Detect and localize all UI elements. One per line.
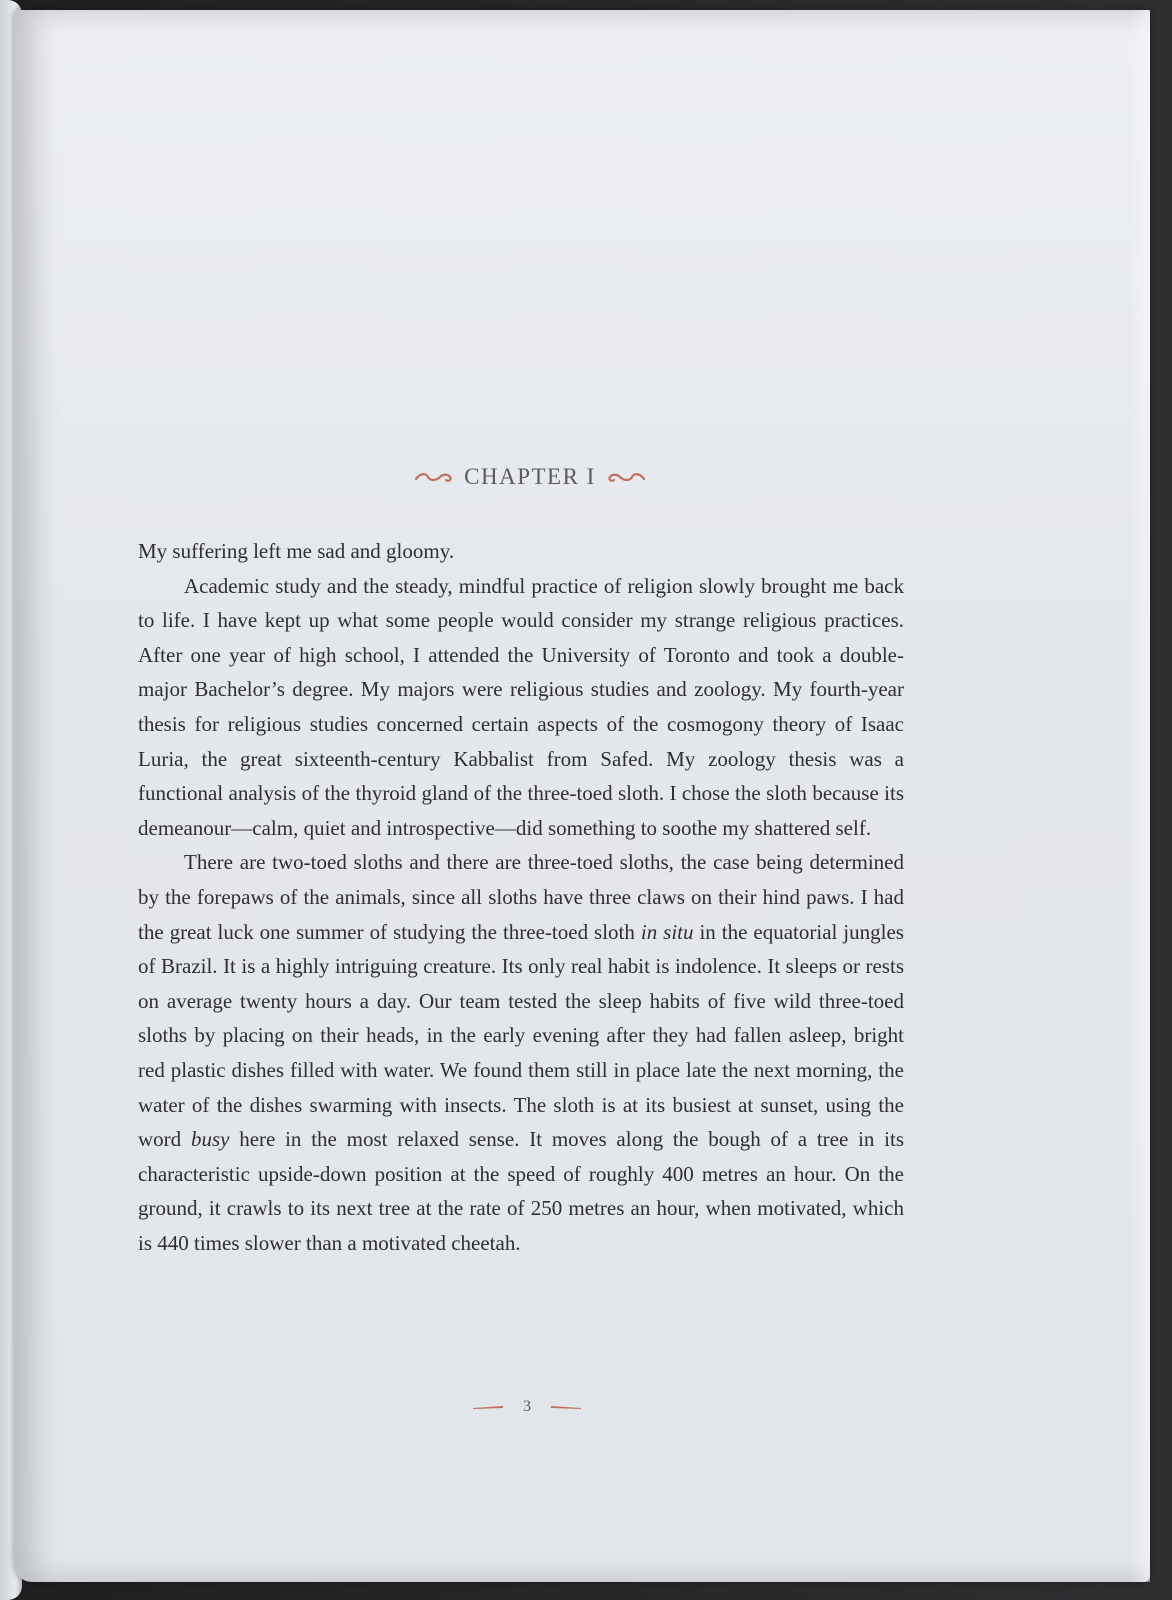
footer-dash-left-icon [471, 1403, 505, 1411]
page-footer [462, 1398, 592, 1416]
chapter-title: CHAPTER I [464, 464, 596, 489]
paragraph-3-part-c: in the equatorial jungles of Brazil. It is a highly intriguing creature. Its only real habit is indolence. It sleeps or rests on average twenty hours a day. Our team tested the sleep habits of five wild three-toed sloths by placing on their heads, in the early evening after they had fallen asleep, bright red plastic dishes filled with water. We found them still in place late the next morning, the water of the dishes swarming with insects. The sloth is at its busiest at sunset, using the word [138, 919, 904, 1152]
italic-busy: busy [190, 1127, 230, 1152]
footer-dash-right-icon [549, 1403, 583, 1411]
flourish-left-icon [414, 469, 454, 485]
paragraph-3-part-e: here in the most relaxed sense. It moves along the bough of a tree in its characteristic upside-down position at the speed of roughly 400 metres an hour. On the ground, it crawls to its next tree at the rate of 250 metres an hour, when motivated, which is 440 times slower than a motivated cheetah. [138, 1127, 905, 1255]
page-edge-highlight [1130, 10, 1150, 1582]
paragraph-3-part-a: There are two-toed sloths and there are three-toed sloths, the case being determined by the forepaws of the animals, since all sloths have three claws on their hind paws. I had the great luck one summer of studying the three-toed sloth [138, 850, 904, 944]
flourish-right-icon [606, 469, 646, 485]
paragraph-2: Academic study and the steady, mindful practice of religion slowly brought me back to life. I have kept up what some people would consider my strange religious practices. After one year of high school, I attended the University of Toronto and took a double-major Bachelor’s degree. My majors were religious studies and zoology. My fourth-year thesis for religious studies concerned certain aspects of the cosmogony theory of Isaac Luria, the great sixteenth-century Kabbalist from Safed. My zoology thesis was a functional analysis of the thyroid gland of the three-toed sloth. I chose the sloth because its demeanour—calm, quiet and introspective—did something to soothe my shattered self. [138, 573, 904, 840]
paragraph-1: My suffering left me sad and gloomy. [138, 539, 455, 563]
italic-in-situ: in situ [640, 919, 694, 944]
chapter-heading [380, 464, 680, 490]
page-number: 3 [523, 1398, 531, 1416]
body-text [138, 534, 904, 1260]
paragraph-3 [138, 845, 904, 1260]
